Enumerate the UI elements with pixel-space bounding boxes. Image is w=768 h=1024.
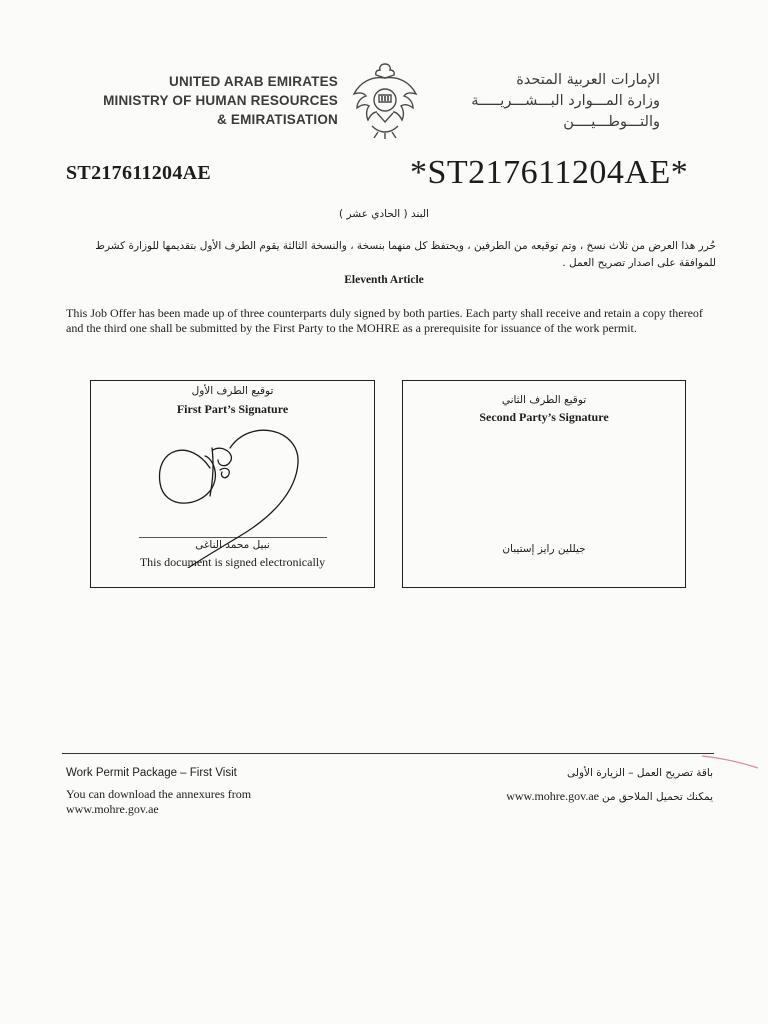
article-body-arabic: حُرر هذا العرض من ثلاث نسخ ، وتم توقيعه من الطرفين ، ويحتفظ كل منهما بنسخة ، والنسخة الثالثة يقوم الطرف الأول بتقديمها للوزارة كشرط للموافقة على اصدار تصريح العمل . xyxy=(95,240,716,269)
footer-download-text: You can download the annexures from xyxy=(66,786,252,801)
article-heading-arabic: البند ( الحادي عشر ) xyxy=(339,208,429,220)
first-party-signature-box xyxy=(90,380,375,588)
uae-emblem-icon xyxy=(350,58,420,140)
header-arabic-line-3: والتـــوطـــيــــن xyxy=(563,114,660,130)
second-party-title-english: Second Party’s Signature xyxy=(479,410,609,424)
article-heading-english: Eleventh Article xyxy=(344,274,424,286)
header-english-line-1: UNITED ARAB EMIRATES xyxy=(169,74,338,89)
reference-code: ST217611204AE xyxy=(66,162,212,184)
footer-website-link-right[interactable]: www.mohre.gov.ae xyxy=(506,788,599,803)
header-arabic-line-1: الإمارات العربية المتحدة xyxy=(516,72,660,88)
footer-divider xyxy=(62,753,714,754)
ministry-name-arabic xyxy=(430,70,660,133)
footer-left xyxy=(66,766,251,818)
second-party-signer-name: جيللين رايز إستيبان xyxy=(502,543,586,555)
ministry-name-english xyxy=(103,72,338,129)
footer-right xyxy=(506,766,713,805)
footer-package-title-arabic: باقة تصريح العمل – الزيارة الأولى xyxy=(567,767,713,779)
footer-package-title: Work Permit Package – First Visit xyxy=(66,767,237,779)
header-arabic-line-2: وزارة المـــوارد البـــشـــريـــــة xyxy=(471,93,660,109)
footer-download-text-arabic: يمكنك تحميل الملاحق من xyxy=(601,790,713,803)
header-english-line-2: MINISTRY OF HUMAN RESOURCES xyxy=(103,93,338,108)
electronic-signature-note: This document is signed electronically xyxy=(139,555,326,569)
signature-line xyxy=(139,537,327,538)
reference-barcode-text: *ST217611204AE* xyxy=(410,154,689,191)
first-party-signer-name: نبيل محمد الناغى xyxy=(195,539,270,551)
footer-website-link[interactable]: www.mohre.gov.ae xyxy=(66,802,159,816)
second-party-title-arabic: توقيع الطرف الثاني xyxy=(501,394,587,406)
first-party-title-english: First Part’s Signature xyxy=(176,402,289,416)
first-party-title-arabic: توقيع الطرف الأول xyxy=(191,385,274,397)
header-english-line-3: & EMIRATISATION xyxy=(217,112,338,127)
second-party-signature-box xyxy=(402,380,686,588)
article-body-english: This Job Offer has been made up of three counterparts duly signed by both parties. Each party shall receive and retain a copy thereof and the third one shall be submitted by the First Party to the MOHRE as a prerequisite for issuance of the work permit. xyxy=(66,306,703,335)
footer-download-line-arabic xyxy=(506,789,713,806)
